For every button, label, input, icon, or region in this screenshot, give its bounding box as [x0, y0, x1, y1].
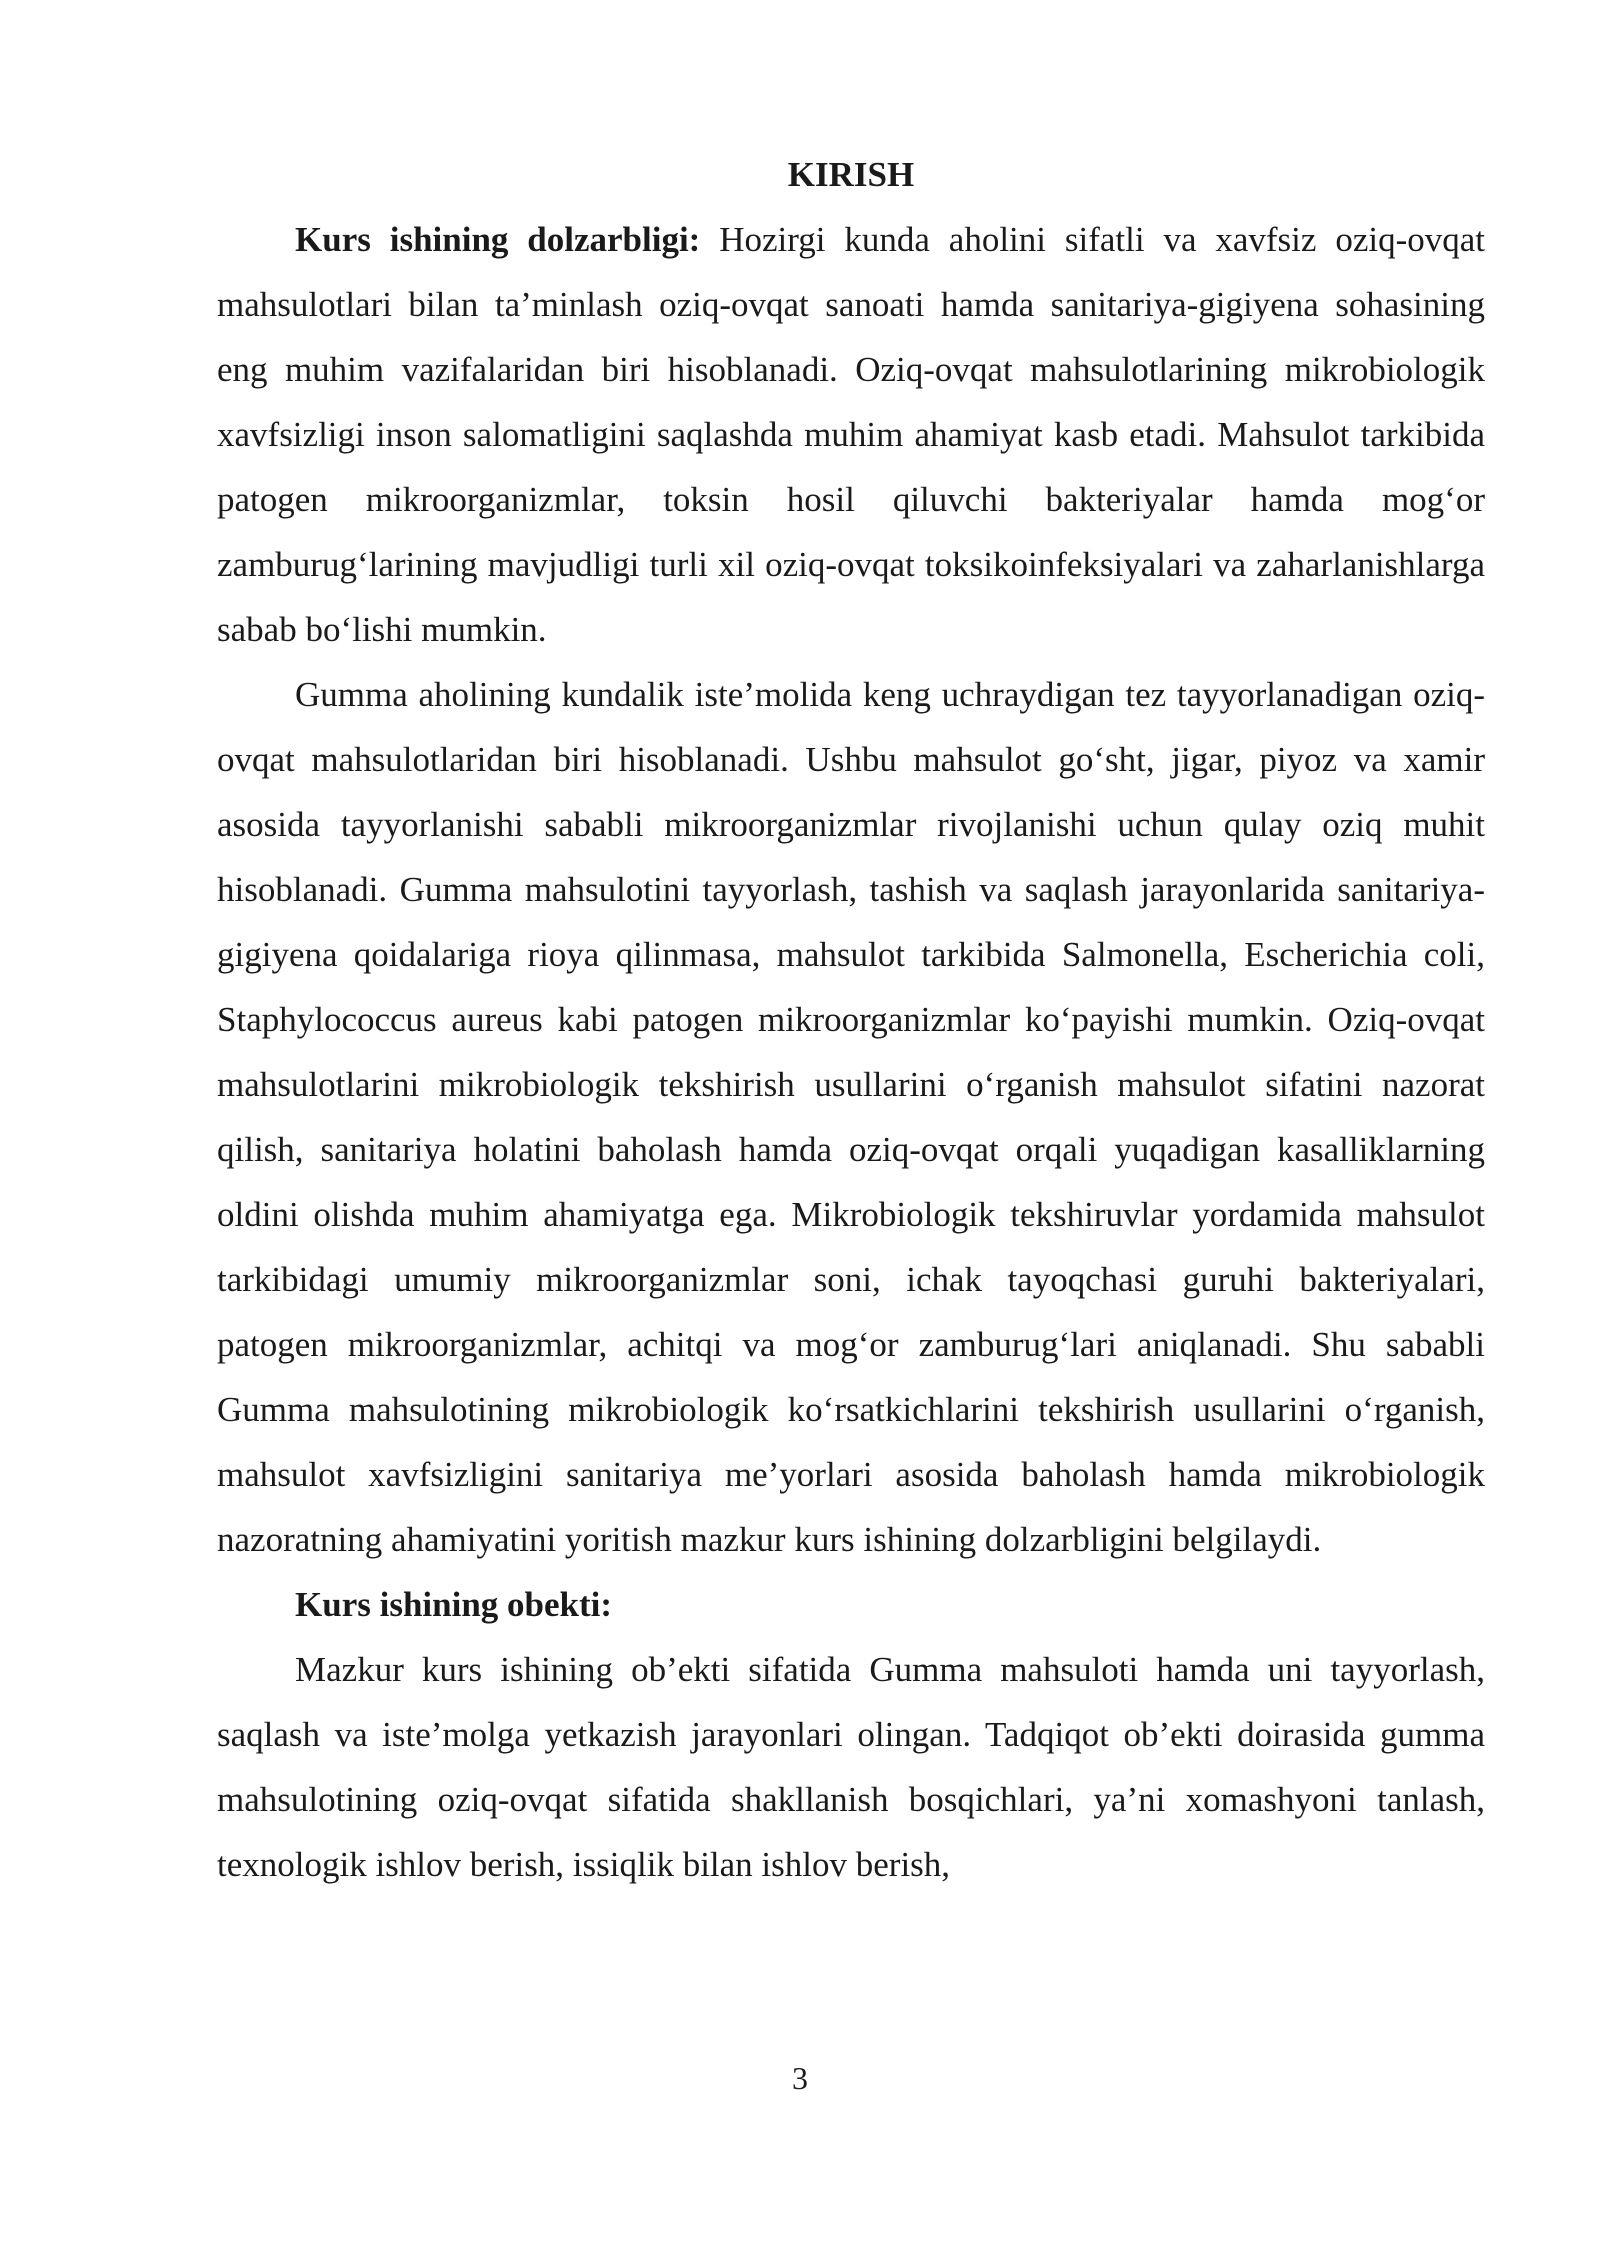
- page-title: KIRISH: [787, 155, 915, 194]
- page-number: 3: [792, 2060, 808, 2096]
- paragraph-relevance: [217, 207, 1485, 662]
- paragraph-gumma: Gumma aholining kundalik iste’molida keng uchraydigan tez tayyorlanadigan oziq-ovqat mahsulotlaridan biri hisoblanadi. Ushbu mahsulot go‘sht, jigar, piyoz va xamir asosida tayyorlanishi sababli mikroorganizmlar rivojlanishi uchun qulay oziq muhit hisoblanadi. Gumma mahsulotini tayyorlash, tashish va saqlash jarayonlarida sanitariya-gigiyena qoidalariga rioya qilinmasa, mahsulot tarkibida Salmonella, Escherichia coli, Staphylococcus aureus kabi patogen mikroorganizmlar ko‘payishi mumkin. Oziq-ovqat mahsulotlarini mikrobiologik tekshirish usullarini o‘rganish mahsulot sifatini nazorat qilish, sanitariya holatini baholash hamda oziq-ovqat orqali yuqadigan kasalliklarning oldini olishda muhim ahamiyatga ega. Mikrobiologik tekshiruvlar yordamida mahsulot tarkibidagi umumiy mikroorganizmlar soni, ichak tayoqchasi guruhi bakteriyalari, patogen mikroorganizmlar, achitqi va mog‘or zamburug‘lari aniqlanadi. Shu sababli Gumma mahsulotining mikrobiologik ko‘rsatkichlarini tekshirish usullarini o‘rganish, mahsulot xavfsizligini sanitariya me’yorlari asosida baholash hamda mikrobiologik nazoratning ahamiyatini yoritish mazkur kurs ishining dolzarbligini belgilaydi.: [217, 675, 1485, 1559]
- object-subheading: Kurs ishining obekti:: [295, 1585, 613, 1624]
- relevance-lead: Kurs ishining dolzarbligi:: [295, 220, 701, 259]
- paragraph-object: Mazkur kurs ishining ob’ekti sifatida Gumma mahsuloti hamda uni tayyorlash, saqlash va iste’molga yetkazish jarayonlari olingan. Tadqiqot ob’ekti doirasida gumma mahsulotining oziq-ovqat sifatida shakllanish bosqichlari, ya’ni xomashyoni tanlash, texnologik ishlov berish, issiqlik bilan ishlov berish,: [217, 1650, 1485, 1884]
- relevance-text: Hozirgi kunda aholini sifatli va xavfsiz oziq-ovqat mahsulotlari bilan ta’minlash oziq-ovqat sanoati hamda sanitariya-gigiyena sohasining eng muhim vazifalaridan biri hisoblanadi. Oziq-ovqat mahsulotlarining mikrobiologik xavfsizligi inson salomatligini saqlashda muhim ahamiyat kasb etadi. Mahsulot tarkibida patogen mikroorganizmlar, toksin hosil qiluvchi bakteriyalar hamda mog‘or zamburug‘larining mavjudligi turli xil oziq-ovqat toksikoinfeksiyalari va zaharlanishlarga sabab bo‘lishi mumkin.: [217, 220, 1485, 649]
- page-content: [217, 142, 1485, 1897]
